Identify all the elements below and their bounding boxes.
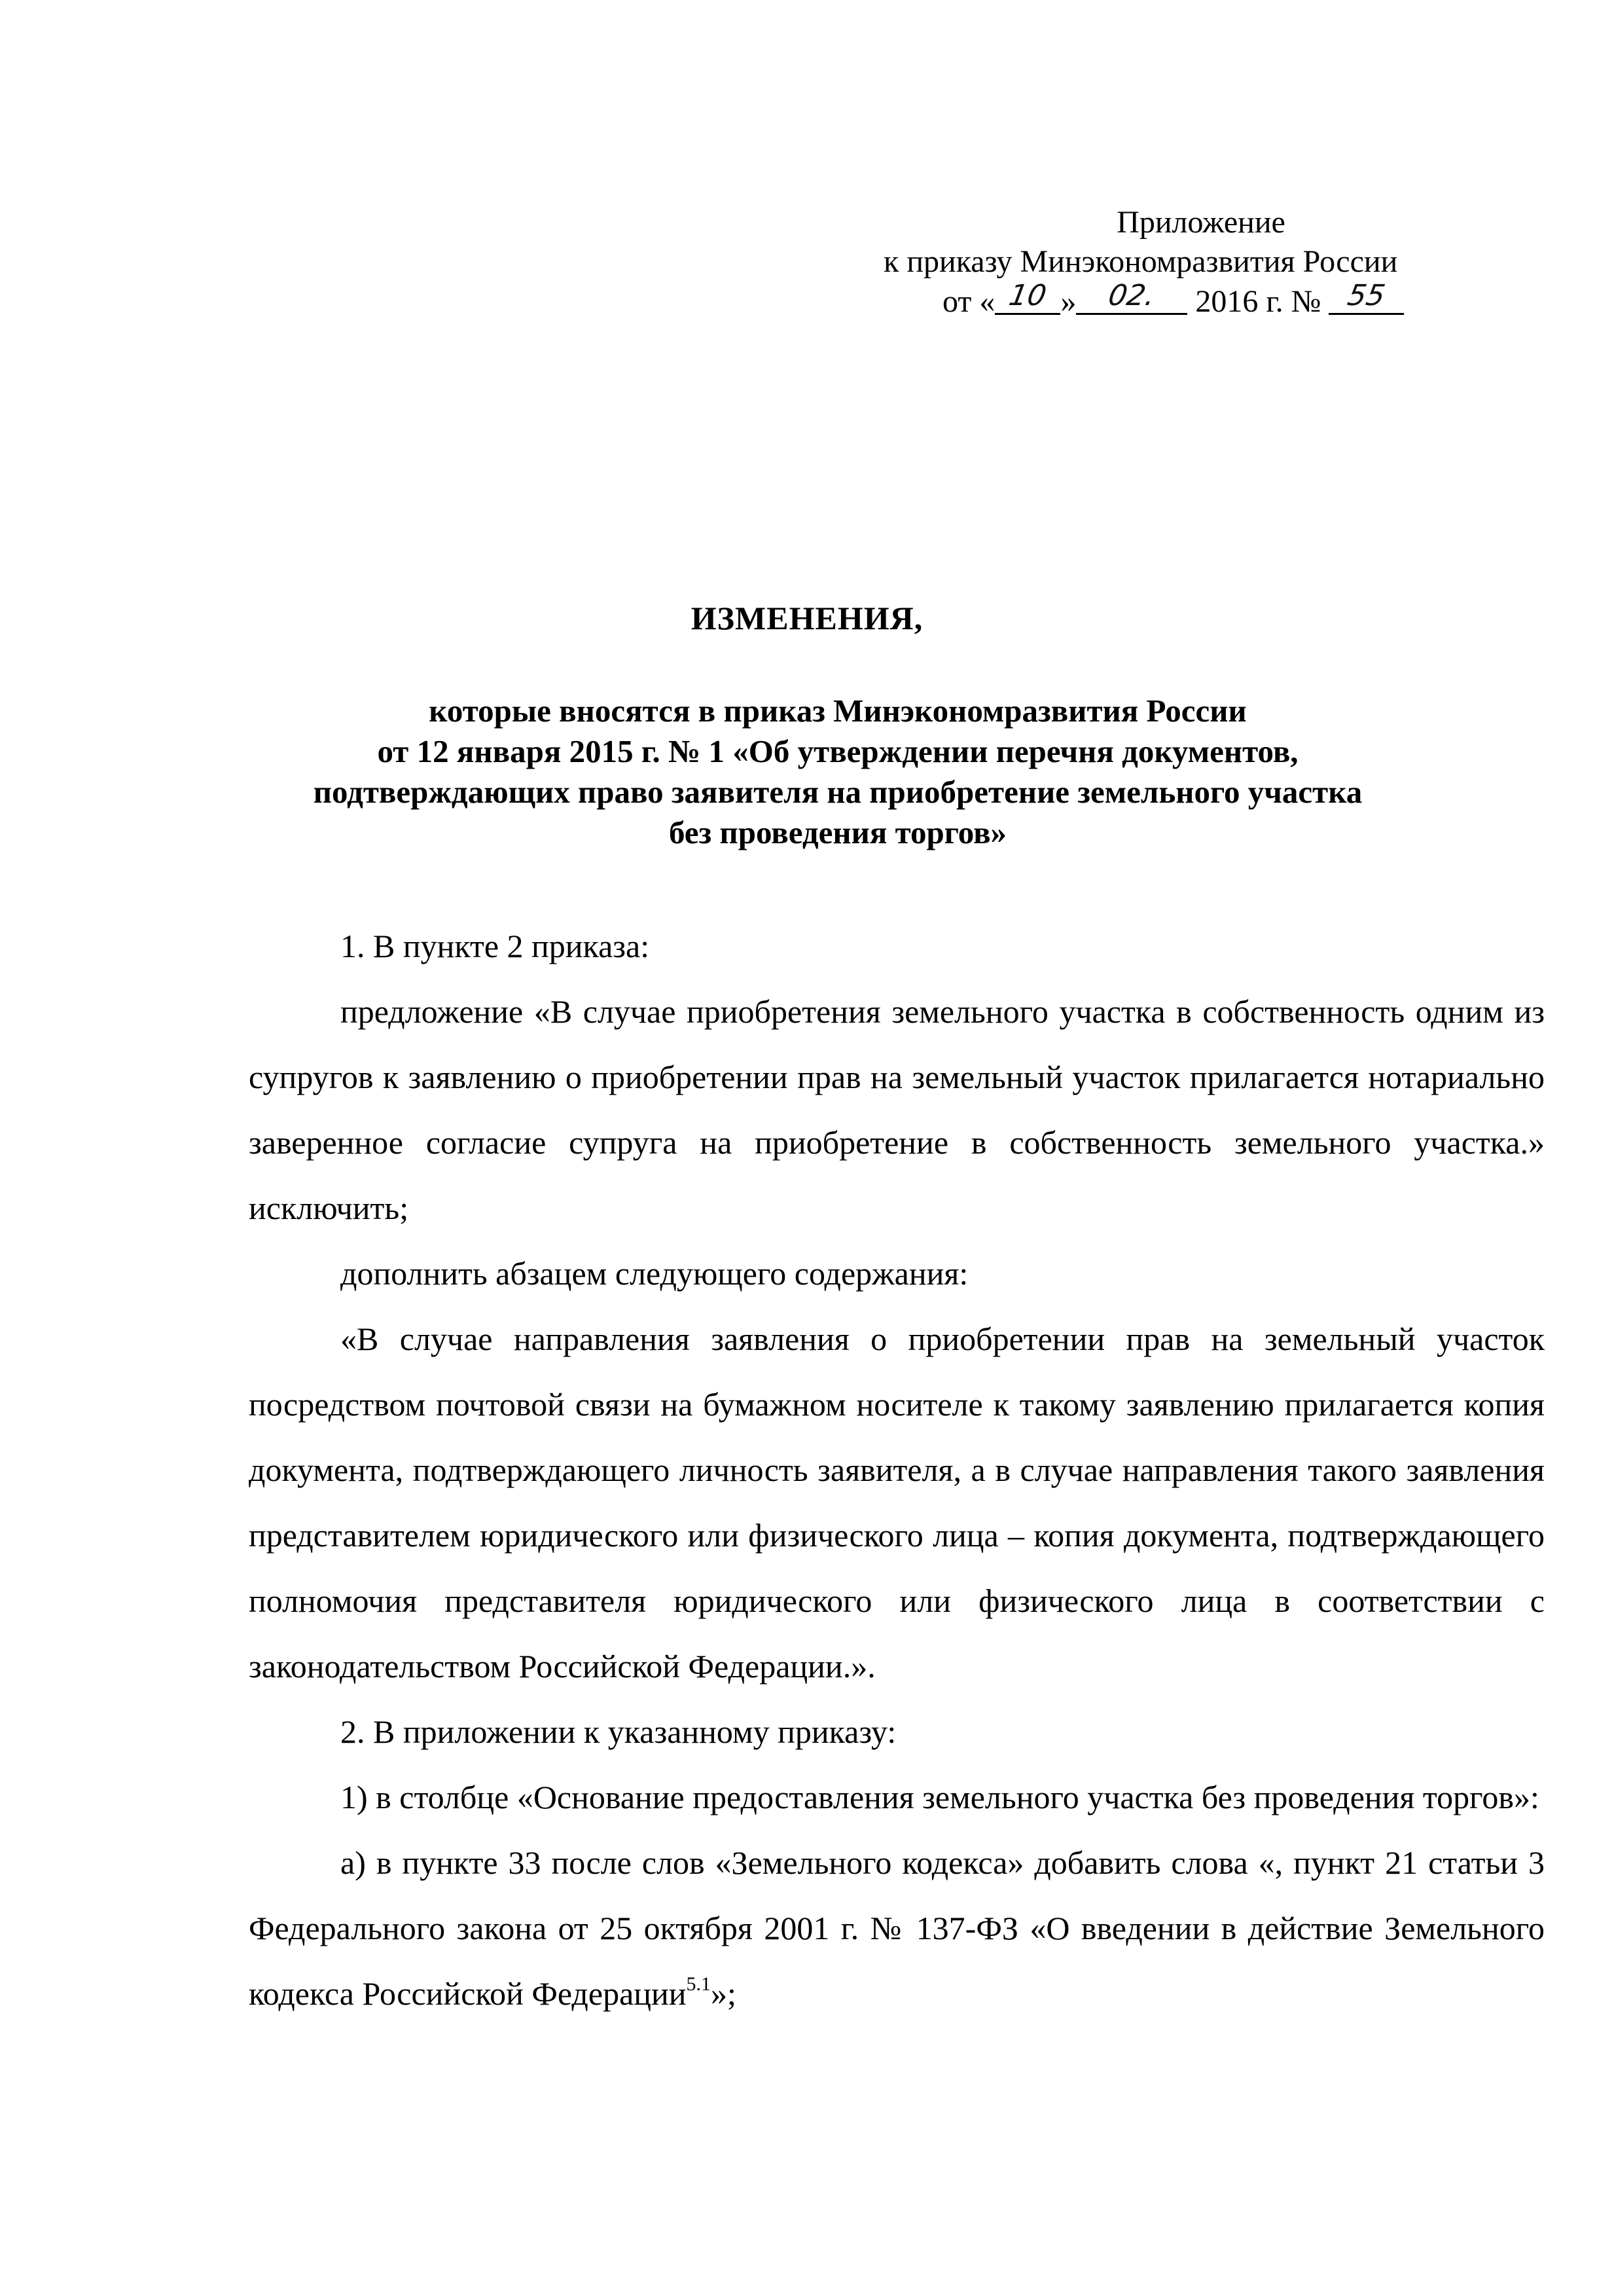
month-field <box>1076 279 1187 315</box>
date-quote-close: » <box>1060 284 1077 319</box>
paragraph-subitem-a-tail: »; <box>711 1975 736 2012</box>
footnote-mark: 5.1 <box>686 1973 711 1995</box>
subtitle-line: которые вносятся в приказ Минэкономразвития России <box>429 693 1247 729</box>
paragraph-subitem-a-text: а) в пункте 33 после слов «Земельного кодекса» добавить слова «, пункт 21 статьи 3 Федерального закона от 25 октября 2001 г. № 137-ФЗ «О введении в действие Земельного кодекса Российской Федерации <box>249 1844 1545 2012</box>
handwritten-order-number: 55 <box>1345 279 1388 312</box>
order-number-field <box>1329 279 1404 315</box>
document-subtitle <box>223 691 1453 853</box>
paragraph-item-1: 1. В пункте 2 приказа: <box>340 928 650 964</box>
subtitle-line: от 12 января 2015 г. № 1 «Об утверждении перечня документов, <box>377 733 1299 769</box>
paragraph-add-intro: дополнить абзацем следующего содержания: <box>340 1255 969 1292</box>
day-field <box>995 279 1060 315</box>
paragraph-added-text: «В случае направления заявления о приобретении прав на земельный участок посредством почтовой связи на бумажном носителе к такому заявлению прилагается копия документа, подтверждающего личность заявителя, а в случае направления такого заявления представителем юридического или физического лица – копия документа, подтверждающего полномочия представителя юридического или физического лица в соответствии с законодательством Российской Федерации.». <box>249 1321 1545 1685</box>
subtitle-line: без проведения торгов» <box>668 814 1007 850</box>
document-title: ИЗМЕНЕНИЯ, <box>690 600 924 636</box>
paragraph-exclude-sentence: предложение «В случае приобретения земельного участка в собственность одним из супругов к заявлению о приобретении прав на земельный участок прилагается нотариально заверенное согласие супруга на приобретение в собственность земельного участка.» исключить; <box>249 993 1545 1226</box>
handwritten-day: 10 <box>1006 279 1049 312</box>
date-prefix: от « <box>942 284 995 319</box>
document-body <box>249 913 1545 2026</box>
paragraph-subitem-a <box>249 1830 1545 2026</box>
handwritten-month: 02. <box>1105 279 1158 312</box>
year-and-number-label: 2016 г. № <box>1195 284 1321 319</box>
paragraph-item-2: 2. В приложении к указанному приказу: <box>340 1713 897 1750</box>
subtitle-line: подтверждающих право заявителя на приобретение земельного участка <box>313 774 1363 810</box>
appendix-date-line <box>864 279 1518 322</box>
appendix-heading: Приложение <box>1117 205 1285 240</box>
paragraph-subitem-1: 1) в столбце «Основание предоставления земельного участка без проведения торгов»: <box>340 1779 1539 1815</box>
appendix-order-ref: к приказу Минэкономразвития России <box>884 244 1398 279</box>
appendix-block <box>864 203 1518 322</box>
